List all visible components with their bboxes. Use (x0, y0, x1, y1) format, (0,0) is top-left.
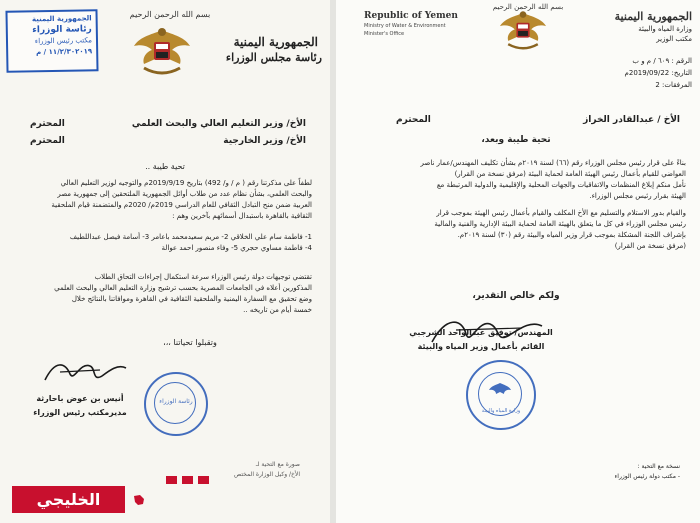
round-seal-text: رئاسة الوزراء (159, 398, 193, 405)
body-line: نأمل منكم إبلاغ المنظمات والاتفاقيات والجهات المحلية والإقليمية والدولية المرتبطة مع (436, 181, 686, 189)
red-marker (166, 476, 177, 484)
header-title: الجمهورية اليمنية (233, 35, 318, 49)
stamp-line-2: رئاسة الوزراء (32, 24, 92, 36)
en-header-sub-2: Minister's Office (364, 31, 405, 37)
body-line: خمسة أيام من تاريخه .. (243, 306, 312, 314)
copy-note-2: الأخ/ وكيل الوزارة المختص (233, 471, 300, 478)
ministry-seal (466, 360, 536, 430)
body-line: الثقافية بالقاهرة باستبدال أسمائهم بآخرين وهم : (172, 212, 312, 220)
letter-left (0, 0, 330, 523)
copy-note-2: - مكتب دولة رئيس الوزراء (614, 473, 680, 480)
body-line: الهيئة بقرار رئيس مجلس الوزراء. (589, 192, 686, 200)
red-marker (198, 476, 209, 484)
body-paragraph-2 (22, 272, 312, 316)
alkhaleej-logo: الخليجي (12, 486, 125, 513)
seal-text: وزارة المياه والبيئة (481, 408, 521, 414)
en-header-sub-1: Ministry of Water & Environment (364, 23, 446, 29)
greeting: تحية طيبة .. (145, 162, 185, 171)
greeting: تحية طيبة وبعد، (481, 135, 551, 145)
copy-note: نسخة مع التحية : (637, 463, 680, 470)
body-line: والقيام بدور الاستلام والتسليم مع الأخ المكلف والقيام بأعمال رئيس الهيئة بموجب قرار (436, 209, 686, 217)
en-header-title: Republic of Yemen (364, 11, 458, 21)
student-line: 4- فاطمة مساوي حجري 5- وفاء منصور احمد عوالة (161, 244, 312, 252)
body-line: بناءً على قرار رئيس مجلس الوزراء رقم (٦٦) لسنة ٢٠١٩م بشأن تكليف المهندس/عمار ناصر (420, 159, 686, 167)
signatory-name: أنيس بن عوض باحارثة (36, 394, 124, 403)
body-line: بإشراف اللجنة المشكلة بموجب قرار وزير المياه والبيئة رقم (٣٠) لسنة ٢٠١٩م. (457, 231, 686, 239)
seal-emblem-icon (488, 380, 512, 404)
body-paragraph (350, 158, 686, 252)
ref-attachments: المرفقات: 2 (655, 81, 692, 89)
recipient: الأخ / عبدالقادر الخراز (583, 115, 680, 125)
header-subtitle: رئاسة مجلس الوزراء (225, 51, 322, 64)
recipient-1: الأخ/ وزير التعليم العالي والبحث العلمي (131, 119, 306, 129)
yemen-eagle-emblem (498, 8, 548, 54)
body-line: العواضي للقيام بأعمال رئيس الهيئة العامة لحماية البيئة (مرفق نسخة من القرار) (454, 170, 686, 178)
honorific: المحترم (396, 115, 431, 125)
ref-date: التاريخ: 2019/09/22م (624, 69, 692, 77)
body-line: تقتضي توجيهات دولة رئيس الوزراء سرعة استكمال إجراءات التحاق الطلاب (94, 273, 312, 281)
stamp-line-4: ١١/٢/٣٠٢٠١٩ / م (35, 47, 93, 57)
incoming-stamp (5, 9, 98, 73)
body-line: وضع تحقيق مع السفارة اليمنية والملحقية الثقافية في القاهرة وموافاتنا بالنتائج خلال (71, 295, 312, 303)
yemen-eagle-emblem (132, 24, 192, 80)
stamp-line-1: الجمهورية اليمنية (31, 14, 92, 24)
recipient-2: الأخ/ وزير الخارجية (223, 136, 306, 146)
closing: وتقبلوا تحياتنا ،،، (163, 338, 217, 347)
closing: ولكم خالص التقدير، (472, 291, 560, 301)
signatory-name: المهندس/ توفيق عبدالواحد الشرجبي (409, 328, 553, 337)
body-line: والبحث العلمي، بشأن نظام عدد من طلاب أوائل الجمهورية الملتحقين إلى جمهورية مصر (57, 190, 312, 198)
basmala: بسم الله الرحمن الرحيم (492, 3, 564, 11)
student-line: 1- فاطمة سام علي الخلاقي 2- مريم سعيدمحمد باعامر 3- أسامة فيصل عبداللطيف (69, 233, 312, 241)
body-line: لطفاً على مذكرتنا رقم ( م / و/ 492) بتاريخ 2019/9/19م والتوجيه لوزير التعليم العالي (60, 179, 312, 187)
body-line: (مرفق نسخة من القرار) (614, 242, 686, 250)
honorific-1: المحترم (30, 119, 65, 129)
round-seal (144, 372, 208, 436)
body-line: العربية ضمن منح التبادل الثقافي للعام الدراسي 2019م/ 2020م والمتضمنة قيام الملحقية (51, 201, 312, 209)
honorific-2: المحترم (30, 136, 65, 146)
ref-number: الرقم : ٦٠٩ / م و ب (632, 57, 692, 65)
gulf-map-icon (132, 492, 146, 506)
body-paragraph-1 (22, 178, 312, 222)
body-line: رئيس مجلس الوزراء في كل ما يتعلق بالهيئة العامة لحماية البيئة الإدارية والفنية والمالية (434, 220, 686, 228)
ar-header-title: الجمهورية اليمنية (614, 10, 692, 23)
ar-header-sub-1: وزارة المياه والبيئة (638, 25, 692, 33)
ar-header-sub-2: مكتب الوزير (656, 35, 692, 43)
signatory-title: القائم بأعمال وزير المياه والبيئة (417, 342, 545, 351)
red-marker (182, 476, 193, 484)
letter-right (336, 0, 700, 523)
students-list (22, 232, 312, 254)
stamp-line-3: مكتب رئيس الوزراء (34, 36, 93, 46)
basmala: بسم الله الرحمن الرحيم (129, 10, 211, 19)
signature (40, 352, 130, 392)
body-line: المذكورين أعلاه في الجامعات المصرية بحسب ترشيح وزارة التعليم العالي والبحث العلمي (54, 284, 312, 292)
signatory-title: مديرمكتب رئيس الوزراء (33, 408, 127, 417)
copy-note: صورة مع التحية لـ (255, 461, 300, 468)
